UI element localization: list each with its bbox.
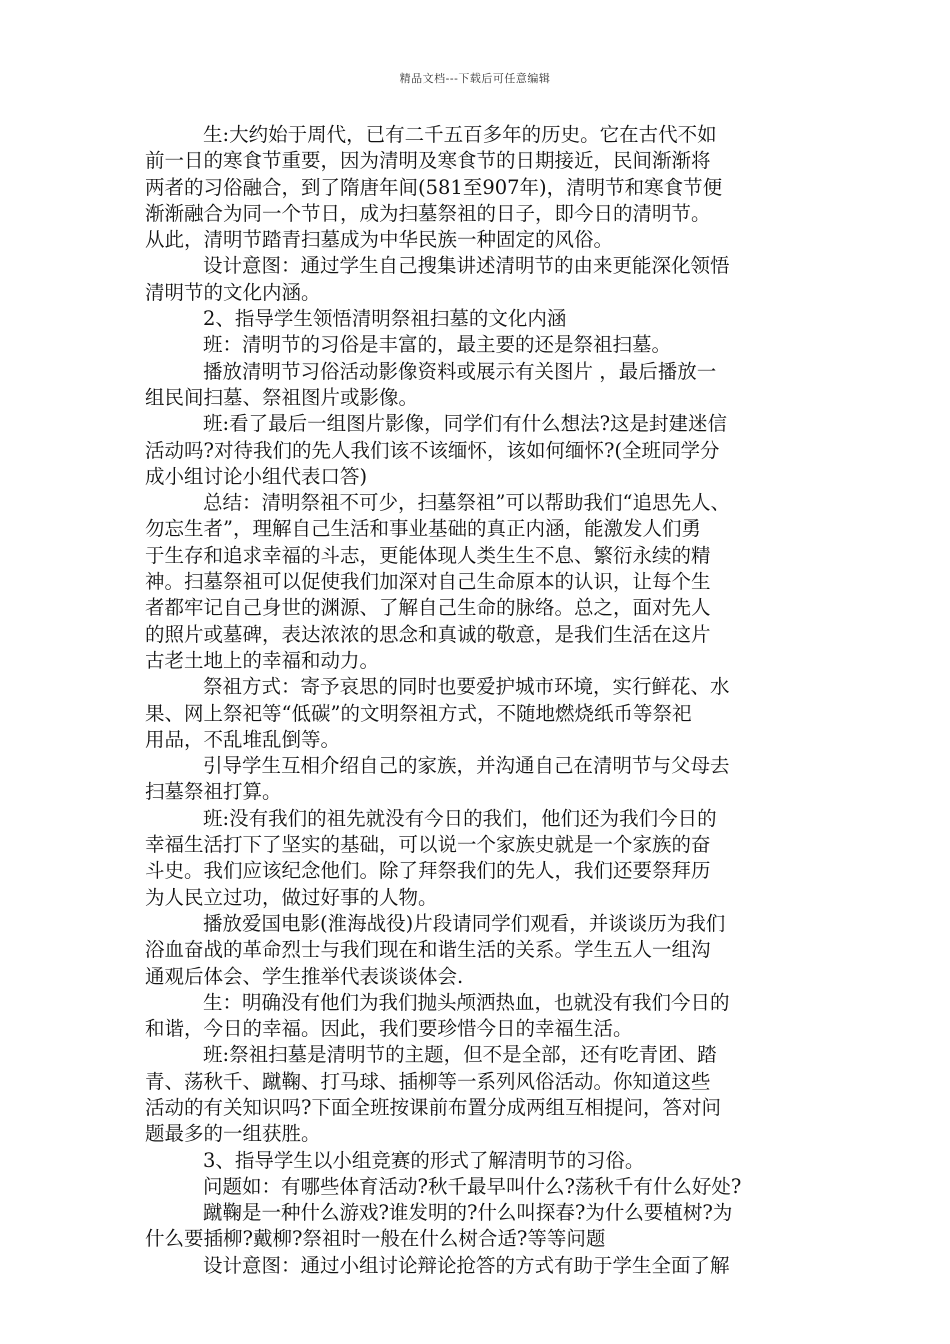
- text-line: 生:大约始于周代，已有二千五百多年的历史。它在古代不如: [203, 123, 717, 146]
- text-line: 设计意图：通过小组讨论辩论抢答的方式有助于学生全面了解: [203, 1253, 730, 1277]
- text-line: 班：清明节的习俗是丰富的，最主要的还是祭祖扫墓。: [203, 333, 672, 357]
- text-line: 渐渐融合为同一个节日，成为扫墓祭祖的日子，即今日的清明节。: [145, 201, 711, 225]
- text-line: 组民间扫墓、祭祖图片或影像。: [145, 385, 419, 409]
- text-line: 勿忘生者”，理解自己生活和事业基础的真正内涵，能激发人们勇: [145, 517, 701, 541]
- text-line: 青、荡秋千、蹴鞠、打马球、插柳等一系列风俗活动。你知道这些: [145, 1069, 711, 1093]
- text-line: 设计意图：通过学生自己搜集讲述清明节的由来更能深化领悟: [203, 254, 730, 278]
- text-line: 古老土地上的幸福和动力。: [145, 648, 380, 672]
- text-line: 2、指导学生领悟清明祭祖扫墓的文化内涵: [203, 307, 567, 331]
- text-line: 通观后体会、学生推举代表谈谈体会.: [145, 964, 464, 988]
- text-line: 前一日的寒食节重要，因为清明及寒食节的日期接近，民间渐渐将: [145, 149, 711, 173]
- document-body: [145, 122, 815, 1279]
- text-line: 浴血奋战的革命烈士与我们现在和谐生活的关系。学生五人一组沟: [145, 938, 711, 962]
- text-line: 从此，清明节踏青扫墓成为中华民族一种固定的风俗。: [145, 228, 614, 252]
- text-line: 两者的习俗融合，到了隋唐年间(581至907年)，清明节和寒食节便: [145, 175, 723, 199]
- text-line: 播放爱国电影(淮海战役)片段请同学们观看，并谈谈历为我们: [203, 911, 726, 935]
- text-line: 3、指导学生以小组竞赛的形式了解清明节的习俗。: [203, 1148, 645, 1172]
- text-line: 于生存和追求幸福的斗志，更能体现人类生生不息、繁衍永续的精: [145, 543, 711, 567]
- text-line: 幸福生活打下了坚实的基础，可以说一个家族史就是一个家族的奋: [145, 833, 711, 857]
- page-header: 精品文档---下载后可任意编辑: [399, 72, 551, 85]
- text-line: 题最多的一组获胜。: [145, 1122, 321, 1146]
- text-line: 果、网上祭祀等“低碳”的文明祭祖方式，不随地燃烧纸币等祭祀: [145, 701, 692, 725]
- text-line: 活动吗?对待我们的先人我们该不该缅怀，该如何缅怀?(全班同学分: [145, 438, 720, 462]
- text-line: 班:没有我们的祖先就没有今日的我们，他们还为我们今日的: [203, 806, 717, 830]
- text-line: 的照片或墓碑，表达浓浓的思念和真诚的敬意，是我们生活在这片: [145, 622, 711, 646]
- text-line: 清明节的文化内涵。: [145, 280, 321, 304]
- text-line: 什么要插柳?戴柳?祭祖时一般在什么树合适?等等问题: [145, 1227, 606, 1251]
- text-line: 问题如：有哪些体育活动?秋千最早叫什么?荡秋千有什么好处?: [203, 1174, 742, 1198]
- text-line: 播放清明节习俗活动影像资料或展示有关图片 ，最后播放一: [203, 359, 717, 383]
- text-line: 祭祖方式：寄予哀思的同时也要爱护城市环境，实行鲜花、水: [203, 675, 730, 699]
- text-line: 扫墓祭祖打算。: [145, 780, 282, 804]
- text-line: 斗史。我们应该纪念他们。除了拜祭我们的先人，我们还要祭拜历: [145, 859, 711, 883]
- text-line: 为人民立过功，做过好事的人物。: [145, 885, 438, 909]
- text-line: 神。扫墓祭祖可以促使我们加深对自己生命原本的认识，让每个生: [145, 570, 711, 594]
- text-line: 成小组讨论小组代表口答): [145, 464, 368, 488]
- text-line: 班:看了最后一组图片影像，同学们有什么想法?这是封建迷信: [203, 412, 728, 436]
- text-line: 蹴鞠是一种什么游戏?谁发明的?什么叫探春?为什么要植树?为: [203, 1201, 733, 1225]
- text-line: 用品，不乱堆乱倒等。: [145, 727, 341, 751]
- text-line: 引导学生互相介绍自己的家族，并沟通自己在清明节与父母去: [203, 754, 730, 778]
- text-line: 班:祭祖扫墓是清明节的主题，但不是全部，还有吃青团、踏: [203, 1043, 717, 1067]
- text-line: 总结：清明祭祖不可少，扫墓祭祖”可以帮助我们“追思先人、: [203, 491, 730, 515]
- text-line: 活动的有关知识吗?下面全班按课前布置分成两组互相提问，答对问: [145, 1095, 721, 1119]
- text-line: 生：明确没有他们为我们抛头颅洒热血，也就没有我们今日的: [203, 990, 730, 1014]
- text-line: 和谐，今日的幸福。因此，我们要珍惜今日的幸福生活。: [145, 1017, 633, 1041]
- text-line: 者都牢记自己身世的渊源、了解自己生命的脉络。总之，面对先人: [145, 596, 711, 620]
